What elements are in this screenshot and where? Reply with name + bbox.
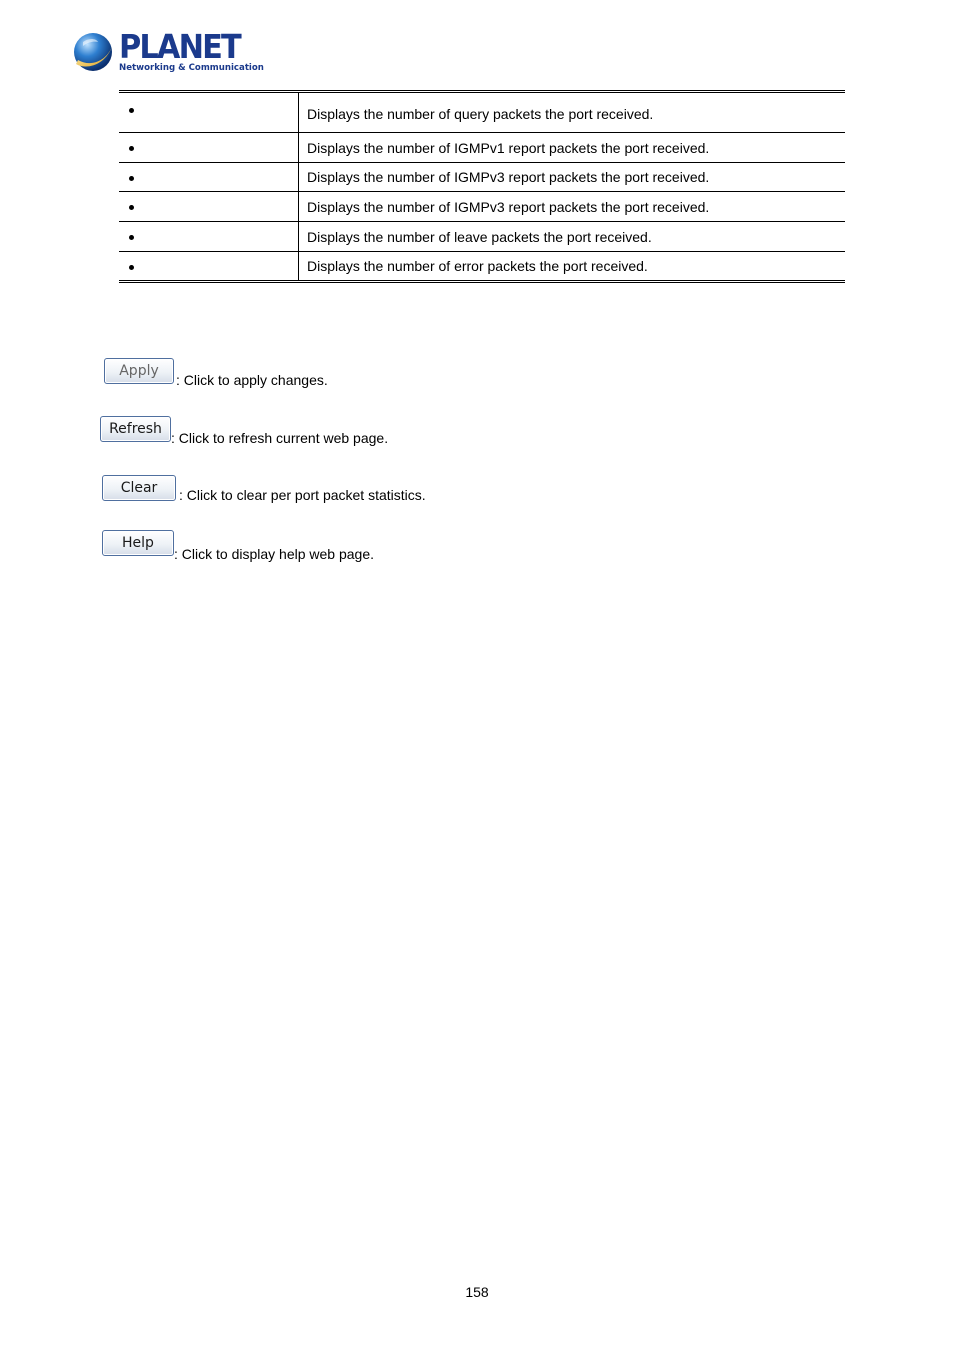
table-row (119, 252, 845, 282)
help-button[interactable]: Help (102, 530, 174, 556)
help-description: : Click to display help web page. (174, 546, 374, 562)
table-cell-bullet (119, 192, 299, 222)
page-number: 158 (465, 1284, 489, 1300)
table-cell-bullet (119, 222, 299, 252)
table-row (119, 163, 845, 192)
table-cell-bullet (119, 92, 299, 133)
planet-logo (72, 27, 264, 76)
apply-description: : Click to apply changes. (176, 372, 328, 388)
table-cell-description: Displays the number of IGMPv1 report packets the port received. (299, 133, 846, 163)
table-cell-description: Displays the number of IGMPv3 report packets the port received. (299, 163, 846, 192)
counter-description-table (119, 90, 845, 283)
table-row (119, 133, 845, 163)
table-cell-bullet (119, 252, 299, 282)
table-cell-bullet (119, 133, 299, 163)
table-row (119, 222, 845, 252)
logo-wordmark: PLANET (119, 27, 240, 66)
bullet-icon (129, 235, 134, 240)
bullet-icon (129, 146, 134, 151)
bullet-icon (129, 265, 134, 270)
refresh-description: : Click to refresh current web page. (171, 430, 389, 446)
apply-button[interactable]: Apply (104, 358, 174, 384)
bullet-icon (129, 108, 134, 113)
table-cell-description: Displays the number of query packets the port received. (299, 92, 846, 133)
clear-description: : Click to clear per port packet statistics. (179, 487, 426, 503)
table-row (119, 92, 845, 133)
table-cell-description: Displays the number of leave packets the port received. (299, 222, 846, 252)
logo-tagline: Networking & Communication (119, 63, 264, 73)
table-cell-description: Displays the number of IGMPv3 report packets the port received. (299, 192, 846, 222)
bullet-icon (129, 176, 134, 181)
clear-button[interactable]: Clear (102, 475, 176, 501)
table-row (119, 192, 845, 222)
bullet-icon (129, 205, 134, 210)
table-cell-description: Displays the number of error packets the port received. (307, 258, 648, 274)
table-cell-bullet (119, 163, 299, 192)
refresh-button[interactable]: Refresh (100, 416, 171, 442)
globe-icon (72, 30, 116, 74)
